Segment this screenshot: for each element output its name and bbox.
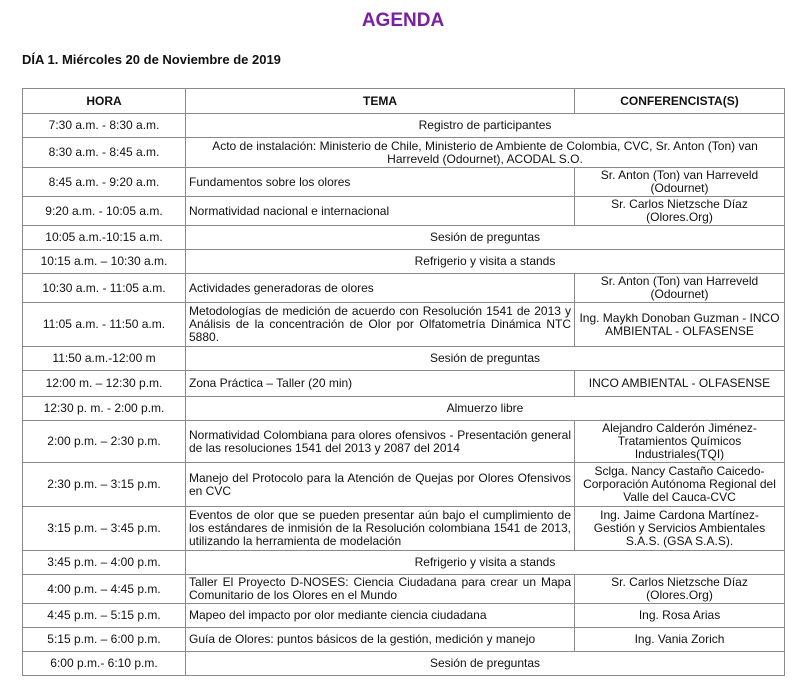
cell-hora: 6:00 p.m.- 6:10 p.m. <box>23 652 186 676</box>
cell-tema: Refrigerio y visita a stands <box>186 551 785 575</box>
cell-hora: 4:45 p.m. – 5:15 p.m. <box>23 604 186 628</box>
table-row <box>23 652 785 676</box>
cell-hora: 4:00 p.m. – 4:45 p.m. <box>23 575 186 604</box>
table-row <box>23 168 785 197</box>
cell-tema: Sesión de preguntas <box>186 652 785 676</box>
cell-tema: Taller El Proyecto D-NOSES: Ciencia Ciudadana para crear un Mapa Comunitario de los Olores en el Mundo <box>186 575 575 604</box>
table-row <box>23 628 785 652</box>
table-row <box>23 303 785 347</box>
cell-tema: Manejo del Protocolo para la Atención de Quejas por Olores Ofensivos en CVC <box>186 463 575 507</box>
cell-hora: 12:30 p. m. - 2:00 p.m. <box>23 397 186 421</box>
day-heading: DÍA 1. Miércoles 20 de Noviembre de 2019 <box>22 52 281 67</box>
cell-hora: 3:45 p.m. – 4:00 p.m. <box>23 551 186 575</box>
cell-conferencista: Ing. Jaime Cardona Martínez- Gestión y Servicios Ambientales S.A.S. (GSA S.A.S). <box>575 507 785 551</box>
header-hora: HORA <box>23 89 186 114</box>
table-row <box>23 575 785 604</box>
table-row <box>23 138 785 168</box>
cell-hora: 3:15 p.m. – 3:45 p.m. <box>23 507 186 551</box>
cell-tema: Actividades generadoras de olores <box>186 274 575 303</box>
cell-tema: Fundamentos sobre los olores <box>186 168 575 197</box>
table-row <box>23 551 785 575</box>
cell-hora: 12:00 m. – 12:30 p.m. <box>23 371 186 397</box>
cell-tema: Mapeo del impacto por olor mediante ciencia ciudadana <box>186 604 575 628</box>
cell-tema: Acto de instalación: Ministerio de Chile, Ministerio de Ambiente de Colombia, CVC, Sr. Anton (Ton) van Harreveld (Odournet), ACODAL S.O. <box>186 138 785 168</box>
cell-hora: 11:50 a.m.-12:00 m <box>23 347 186 371</box>
table-row <box>23 604 785 628</box>
cell-conferencista: Ing. Vania Zorich <box>575 628 785 652</box>
header-conferencista: CONFERENCISTA(S) <box>575 89 785 114</box>
cell-hora: 10:15 a.m. – 10:30 a.m. <box>23 250 186 274</box>
table-header-row <box>23 89 785 114</box>
cell-hora: 2:30 p.m. – 3:15 p.m. <box>23 463 186 507</box>
cell-conferencista: Ing. Maykh Donoban Guzman - INCO AMBIENTAL - OLFASENSE <box>575 303 785 347</box>
cell-hora: 9:20 a.m. - 10:05 a.m. <box>23 197 186 226</box>
cell-hora: 11:05 a.m. - 11:50 a.m. <box>23 303 186 347</box>
table-row <box>23 421 785 463</box>
cell-tema: Refrigerio y visita a stands <box>186 250 785 274</box>
cell-conferencista: INCO AMBIENTAL - OLFASENSE <box>575 371 785 397</box>
cell-conferencista: Sr. Anton (Ton) van Harreveld (Odournet) <box>575 274 785 303</box>
cell-conferencista: Sr. Carlos Nietzsche Díaz (Olores.Org) <box>575 575 785 604</box>
cell-hora: 5:15 p.m. – 6:00 p.m. <box>23 628 186 652</box>
cell-tema: Registro de participantes <box>186 114 785 138</box>
table-row <box>23 463 785 507</box>
table-row <box>23 397 785 421</box>
cell-tema: Metodologías de medición de acuerdo con Resolución 1541 de 2013 y Análisis de la concentración de Olor por Olfatometría Dinámica NTC 5880. <box>186 303 575 347</box>
table-row <box>23 507 785 551</box>
cell-tema: Sesión de preguntas <box>186 347 785 371</box>
cell-conferencista: Sr. Anton (Ton) van Harreveld (Odournet) <box>575 168 785 197</box>
cell-hora: 2:00 p.m. – 2:30 p.m. <box>23 421 186 463</box>
table-row <box>23 226 785 250</box>
header-tema: TEMA <box>186 89 575 114</box>
cell-conferencista: Sclga. Nancy Castaño Caicedo- Corporación Autónoma Regional del Valle del Cauca-CVC <box>575 463 785 507</box>
table-row <box>23 250 785 274</box>
table-row <box>23 371 785 397</box>
agenda-title: AGENDA <box>361 10 445 31</box>
cell-tema: Normatividad nacional e internacional <box>186 197 575 226</box>
cell-hora: 7:30 a.m. - 8:30 a.m. <box>23 114 186 138</box>
table-row <box>23 197 785 226</box>
table-row <box>23 114 785 138</box>
cell-tema: Guía de Olores: puntos básicos de la gestión, medición y manejo <box>186 628 575 652</box>
cell-hora: 8:45 a.m. - 9:20 a.m. <box>23 168 186 197</box>
agenda-table <box>22 88 785 676</box>
cell-conferencista: Alejandro Calderón Jiménez- Tratamientos Químicos Industriales(TQI) <box>575 421 785 463</box>
cell-tema: Normatividad Colombiana para olores ofensivos - Presentación general de las resoluciones 1541 del 2013 y 2087 del 2014 <box>186 421 575 463</box>
cell-hora: 8:30 a.m. - 8:45 a.m. <box>23 138 186 168</box>
table-row <box>23 347 785 371</box>
cell-conferencista: Ing. Rosa Arias <box>575 604 785 628</box>
cell-tema: Almuerzo libre <box>186 397 785 421</box>
cell-conferencista: Sr. Carlos Nietzsche Díaz (Olores.Org) <box>575 197 785 226</box>
cell-hora: 10:05 a.m.-10:15 a.m. <box>23 226 186 250</box>
cell-hora: 10:30 a.m. - 11:05 a.m. <box>23 274 186 303</box>
cell-tema: Zona Práctica – Taller (20 min) <box>186 371 575 397</box>
cell-tema: Eventos de olor que se pueden presentar aún bajo el cumplimiento de los estándares de inmisión de la Resolución colombiana 1541 de 2013, utilizando la herramienta de modelación <box>186 507 575 551</box>
table-row <box>23 274 785 303</box>
cell-tema: Sesión de preguntas <box>186 226 785 250</box>
